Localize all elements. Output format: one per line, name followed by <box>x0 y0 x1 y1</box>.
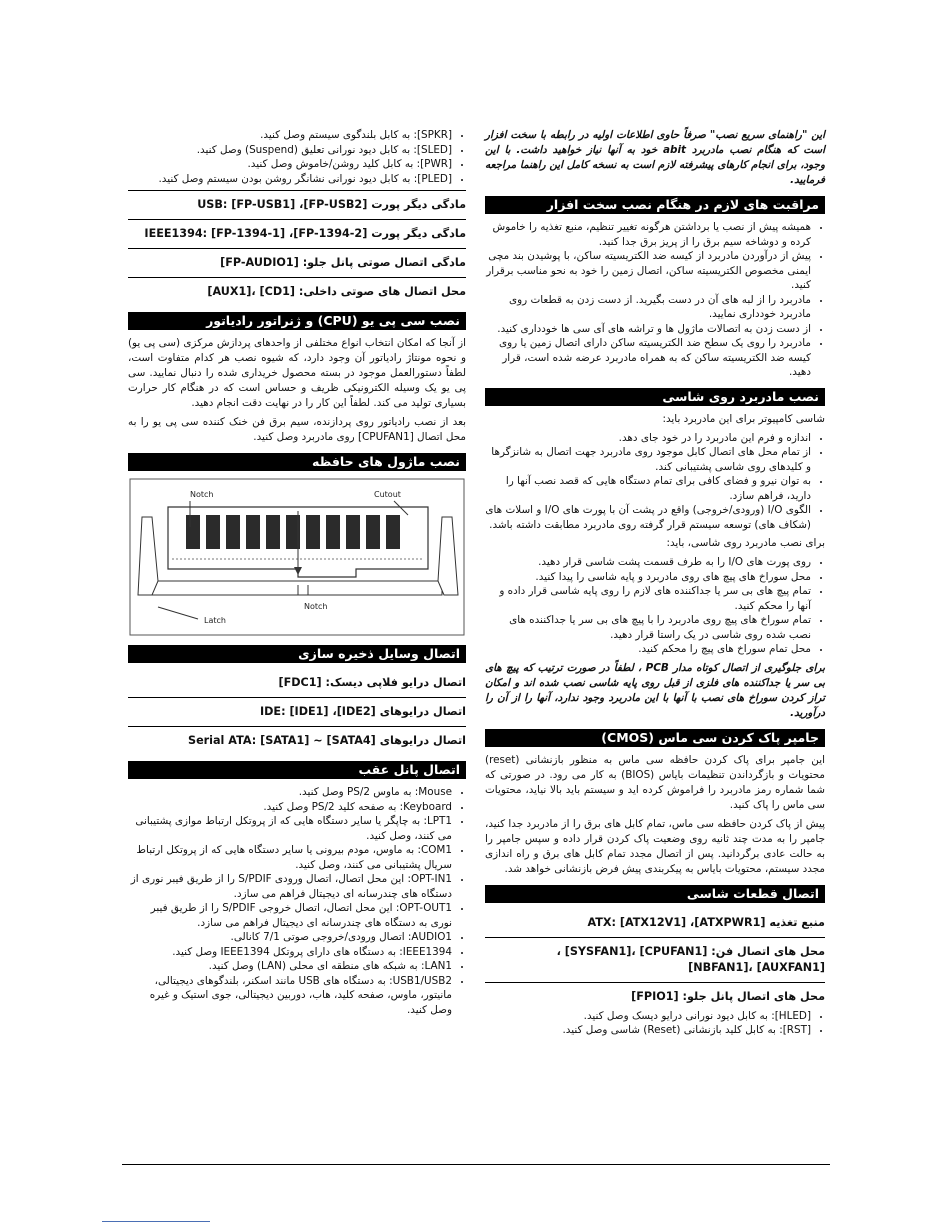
list-item: • از تمام محل های اتصال کابل موجود روی مادربرد جهت اتصال به شانزگرها و کلیدهای روی شاسی پشتیبانی کند. <box>485 445 811 474</box>
list-item: • COM1: به ماوس، مودم بیرونی یا سایر دستگاه هایی که از پروتکل ارتباط سریال پشتیبانی می کنند، وصل کنید. <box>128 843 452 872</box>
list-item: • AUDIO1: اتصال ورودی/خروجی صوتی 7/1 کانالی. <box>128 930 452 945</box>
section-header-precautions: مراقبت های لازم در هنگام نصب سخت افزار <box>485 196 825 214</box>
section-header-chassis: نصب مادربرد روی شاسی <box>485 388 825 406</box>
precautions-list <box>485 220 825 380</box>
install-paragraph: برای نصب مادربرد روی شاسی، باید: <box>666 537 825 549</box>
cmos-paragraph-2: پیش از پاک کردن حافظه سی ماس، تمام کابل های برق را از مادربرد جدا کنید، جامپر را به مدت چند ثانیه روی وضعیت پاک کردن قرار داده و سپس جامپر را به حالت عادی برگردانید. پس از اتصال مجدد تمام کابل های برق و راه اندازی مجدد سیستم، محتویات بایاس به پیکربندی پیش فرض بازنشانی خواهد شد. <box>485 817 825 875</box>
list-item: • مادربرد را روی یک سطح ضد الکتریسیته ساکن دارای اتصال زمین یا روی کیسه ضد الکتریسیته ساکن که به همراه مادربرد عرضه شده است، قرار دهید. <box>485 336 811 380</box>
section-header-chassis-parts: اتصال قطعات شاسی <box>485 885 825 903</box>
list-item: • [HLED]: به کابل دیود نورانی درایو دیسک وصل کنید. <box>485 1009 811 1024</box>
list-item: • [SPKR]: به کابل بلندگوی سیستم وصل کنید. <box>128 128 452 143</box>
list-item: • محل سوراخ های پیچ های روی مادربرد و پایه شاسی را پیدا کنید. <box>485 570 811 585</box>
chassis-list <box>485 431 825 533</box>
usb-header-heading: مادگی دیگر پورت USB: [FP-USB1] ،[FP-USB2] <box>197 198 466 211</box>
section-header-cpu: نصب سی پی یو (CPU) و ژنراتور رادیاتور <box>128 312 466 330</box>
footnote-rule <box>102 1221 210 1222</box>
list-item: • Keyboard: به صفحه کلید PS/2 وصل کنید. <box>128 800 452 815</box>
cpu-paragraph-1: از آنجا که امکان انتخاب انواع مختلفی از واحدهای پردازش مرکزی (سی پی یو) و نحوه مونتاژ رادیاتور آن وجود دارد، که شیوه نصب هر کدام متفاوت است، لطفاً دستورالعمل موجود در بسته محصول خریداری شده را دنبال نمایید. سی پی یو یک وسیله الکترونیکی ظریف و حساس است که در هنگام کار حرارت بسیاری تولید می کند. لطفاً این کار را در نهایت دقت انجام دهید. <box>128 337 466 409</box>
bottom-rule <box>122 1164 830 1165</box>
note-paragraph: برای جلوگیری از اتصال کوتاه مدار PCB ، لطفاً در صورت ترتیب که پیچ های بی سر یا جداکننده های فلزی از قبل روی پایه شاسی نصب شده اند و امکان تراز کردن سوراخ های نصب با آنها با این مادربرد وجود ندارد، آنها را از آن را درآورید. <box>485 661 825 719</box>
list-item: • محل تمام سوراخ های پیچ را محکم کنید. <box>485 642 811 657</box>
list-item: • USB1/USB2: به دستگاه های USB مانند اسکنر، بلندگوهای دیجیتالی، مانیتور، ماوس، صفحه کلید، هاب، دوربین دیجیتالی، جوی استیک و غیره وصل کنید. <box>128 974 452 1018</box>
list-item: • [PWR]: به کابل کلید روشن/خاموش وصل کنید. <box>128 157 452 172</box>
list-item: • OPT-OUT1: این محل اتصال، اتصال خروجی S/PDIF را از طریق فیبر نوری به دستگاه های چندرسانه ای دیجیتال فراهم می سازد. <box>128 901 452 930</box>
atx-power-heading: منبع تغذیه ATX: [ATX12V1] ،[ATXPWR1] <box>587 915 825 929</box>
intro-paragraph: این "راهنمای سریع نصب" صرفاً حاوی اطلاعات اولیه در رابطه با سخت افزار است که هنگام نصب مادربرد abit خود به آنها نیاز خواهید داشت. با این وجود، برای انجام کارهای پیشرفته لازم است به نسخه کامل این راهنما مراجعه فرمایید. <box>485 129 825 186</box>
list-item: • از دست زدن به اتصالات ماژول ها و تراشه های آی سی ها خودداری کنید. <box>485 322 811 337</box>
cpu-paragraph-2: بعد از نصب رادیاتور روی پردازنده، سیم برق فن خنک کننده سی پی یو را به محل اتصال [CPUFAN1] روی مادربرد وصل کنید. <box>128 416 466 443</box>
list-item: • تمام سوراخ های پیچ روی مادربرد را با پیچ های بی سر یا جداکننده های نصب شده روی شاسی در یک راستا قرار دهید. <box>485 613 811 642</box>
figure-label-notch-slot: Notch <box>304 602 328 611</box>
right-column <box>485 128 825 1042</box>
figure-label-notch: Notch <box>190 490 214 499</box>
section-header-cmos: جامپر پاک کردن سی ماس (CMOS) <box>485 729 825 747</box>
front-panel-pins-list <box>128 128 466 186</box>
section-header-storage: اتصال وسایل ذخیره سازی <box>128 645 466 663</box>
sata-heading: اتصال درایوهای Serial ATA: [SATA1] ~ [SATA4] <box>188 734 466 747</box>
rear-panel-list <box>128 785 466 1017</box>
ieee1394-header-heading: مادگی دیگر پورت IEEE1394: [FP-1394-1] ،[FP-1394-2] <box>144 227 466 240</box>
list-item: • پیش از درآوردن مادربرد از کیسه ضد الکتریسیته ساکن، با پوشیدن بند مچی ایمنی مخصوص الکتریسیته ساکن، اتصال زمین را خود به نحو مناسب برقرار کنید. <box>485 249 811 293</box>
list-item: • الگوی I/O (ورودی/خروجی) واقع در پشت آن با پورت های I/O و اسلات های (شکاف های) توسعه سیستم قرار گرفته روی مادربرد مطابقت داشته باشد. <box>485 503 811 532</box>
front-panel-heading: محل های اتصال پانل جلو: [FPIO1] <box>631 989 825 1003</box>
list-item: • اندازه و فرم این مادربرد را در خود جای دهد. <box>485 431 811 446</box>
internal-audio-heading: محل اتصال های صوتی داخلی: [CD1] ،[AUX1] <box>207 285 466 298</box>
list-item: • LPT1: به چاپگر یا سایر دستگاه هایی که از پروتکل ارتباط موازی پشتیبانی می کنند، وصل کنید. <box>128 814 452 843</box>
figure-label-cutout: Cutout <box>374 490 401 499</box>
list-item: • Mouse: به ماوس PS/2 وصل کنید. <box>128 785 452 800</box>
install-list <box>485 555 825 657</box>
list-item: • روی پورت های I/O را به طرف قسمت پشت شاسی قرار دهید. <box>485 555 811 570</box>
list-item: • [RST]: به کابل کلید بازنشانی (Reset) شاسی وصل کنید. <box>485 1023 811 1038</box>
chassis-paragraph: شاسی کامپیوتر برای این مادربرد باید: <box>662 412 825 425</box>
list-item: • همیشه پیش از نصب یا برداشتن هرگونه تغییر تنظیم، منبع تغذیه را خاموش کرده و دوشاخه سیم برق را از پریز برق جدا کنید. <box>485 220 811 249</box>
fan-heading: محل های اتصال فن: [CPUFAN1] ،[SYSFAN1] ، [AUXFAN1] ،[NBFAN1] <box>556 944 825 974</box>
list-item: • [SLED]: به کابل دیود نورانی تعلیق (Suspend) وصل کنید. <box>128 143 452 158</box>
section-header-rear-panel: اتصال پانل عقب <box>128 761 466 779</box>
list-item: • مادربرد را از لبه های آن در دست بگیرید. از دست زدن به قطعات روی مادربرد خودداری نمایید. <box>485 293 811 322</box>
front-audio-heading: مادگی اتصال صوتی پانل جلو: [FP-AUDIO1] <box>220 256 466 269</box>
figure-label-latch: Latch <box>204 616 226 625</box>
section-header-memory: نصب ماژول های حافظه <box>128 453 466 471</box>
list-item: • به توان نیرو و فضای کافی برای تمام دستگاه هایی که قصد نصب آنها را دارید، فراهم سازد. <box>485 474 811 503</box>
left-column <box>128 128 466 1021</box>
list-item: • تمام پیچ های بی سر یا جداکننده های لازم را روی پایه شاسی قرار داده و آنها را محکم کنید. <box>485 584 811 613</box>
floppy-heading: اتصال درایو فلاپی دیسک: [FDC1] <box>278 676 466 689</box>
list-item: • LAN1: به شبکه های منطقه ای محلی (LAN) وصل کنید. <box>128 959 452 974</box>
front-panel-list <box>485 1009 825 1038</box>
list-item: • IEEE1394: به دستگاه های دارای پروتکل IEEE1394 وصل کنید. <box>128 945 452 960</box>
cmos-paragraph-1: این جامپر برای پاک کردن حافظه سی ماس به منظور بازنشانی (reset) محتویات و بازگرداندن تنظیمات بایاس (BIOS) به کار می رود. در صورتی که شما شماره رمز مادربرد را فراموش کرده اید و سیستم باید بالا نیاید، محتویات سی ماس را پاک کنید. <box>485 753 825 811</box>
list-item: • OPT-IN1: این محل اتصال، اتصال ورودی S/PDIF را از طریق فیبر نوری از دستگاه های چندرسانه ای دیجیتال فراهم می سازد. <box>128 872 452 901</box>
ide-heading: اتصال درایوهای IDE: [IDE1] ،[IDE2] <box>259 705 466 718</box>
list-item: • [PLED]: به کابل دیود نورانی نشانگر روشن بودن سیستم وصل کنید. <box>128 172 452 187</box>
memory-module-diagram <box>128 477 466 637</box>
